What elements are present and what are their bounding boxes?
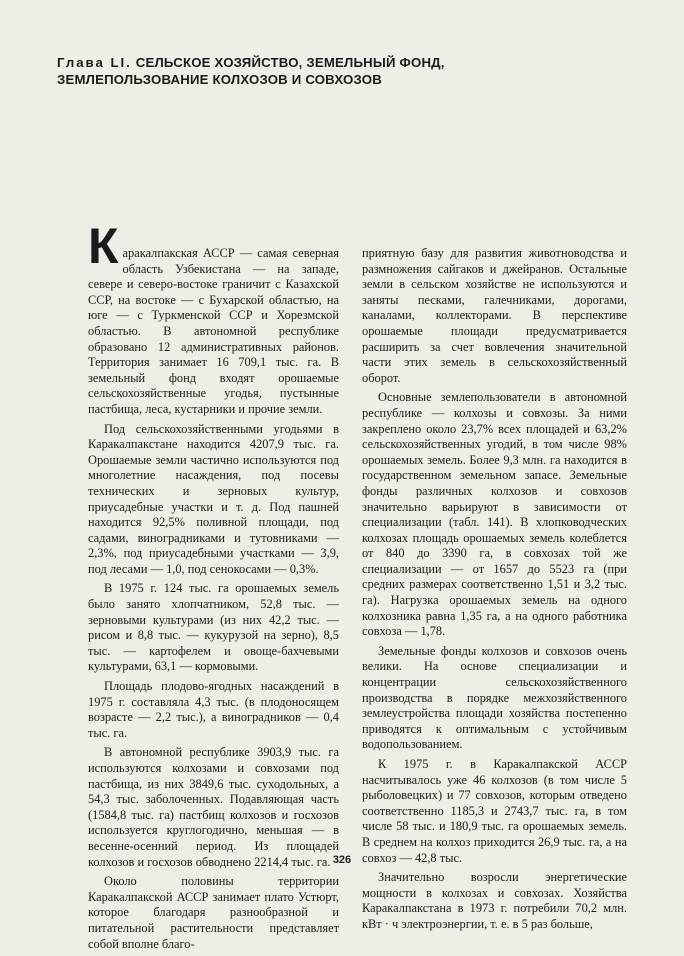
chapter-title-line1: СЕЛЬСКОЕ ХОЗЯЙСТВО, ЗЕМЕЛЬНЫЙ ФОНД, (135, 55, 445, 70)
paragraph: Площадь плодово-ягодных насаждений в 1975 г. составляла 4,3 тыс. (в плодоносящем возрасте — 2,2 тыс.), а виноградников — 0,4 тыс. га. (88, 679, 339, 740)
chapter-title-line2: ЗЕМЛЕПОЛЬЗОВАНИЕ КОЛХОЗОВ И СОВХОЗОВ (57, 72, 382, 87)
paragraph: Значительно возросли энергетические мощности в колхозах и совхозах. Хозяйства Каракалпакстана в 1973 г. потребили 70,2 млн. кВт · ч электроэнергии, т. е. в 5 раз больше, (362, 870, 627, 931)
paragraph: В 1975 г. 124 тыс. га орошаемых земель было занято хлопчатником, 52,8 тыс. — зерновыми культурами (из них 42,2 тыс. — рисом и 8,8 тыс. — кукурузой на зерно), 8,5 тыс. — картофелем и овоще-бахчевыми культурами, 63,1 — кормовыми. (88, 581, 339, 674)
paragraph: Под сельскохозяйственными угодьями в Каракалпакстане находится 4207,9 тыс. га. Орошаемые земли частично используются под многолетние насаждения, под посевы технических и зерновых культур, приусадебные участки и т. д. Под пашней находится 92,5% поливной площади, под садами, виноградниками и тутовниками — 2,3%, под приусадебными участками — 3,9, под лесами — 1,0, под сенокосами — 0,3%. (88, 421, 339, 576)
paragraph: Около половины территории Каракалпакской АССР занимает плато Устюрт, которое благодаря разнообразной и питательной растительности представляет собой вполне благо- (88, 874, 339, 951)
drop-cap: К (88, 218, 119, 274)
paragraph: Основные землепользователи в автономной республике — колхозы и совхозы. За ними закреплено около 23,7% всех площадей и 63,2% сельскохозяйственных угодий, в том числе 98% орошаемых земель. Более 9,3 млн. га находится в государственном земельном запасе. Земельные фонды различных колхозов и совхозов значительно варьируют в зависимости от специализации (табл. 141). В хлопководческих колхозах площадь орошаемых земель колеблется от 840 до 3390 га, в совхозах той же специализации — от 1657 до 5523 га (при средних размерах соответственно 1,51 и 3,2 тыс. га). Нагрузка орошаемых земель на одного колхозника равна 1,35 га, а на одного работника совхоза — 1,78. (362, 390, 627, 639)
right-text-column (362, 246, 627, 937)
left-text-column (88, 218, 339, 956)
paragraph-text: аракалпакская АССР — самая северная область Узбекистана — на западе, севере и северо-востоке граничит с Казахской ССР, на востоке — с Бухарской областью, на юге — с Туркменской ССР и Хорезмской областью. В автономной республике образовано 12 административных районов. Территория занимает 16 709,1 тыс. га. В земельный фонд входят орошаемые сельскохозяйственные угодья, пустынные пастбища, леса, кустарники и прочие земли. (88, 246, 339, 416)
paragraph: приятную базу для развития животноводства и размножения сайгаков и джейранов. Остальные земли в сельском хозяйстве не используются и заняты песками, галечниками, дорогами, каналами, коллекторами. В перспективе орошаемые площади предусматривается расширить за счет вовлечения значительной части этих земель в сельскохозяйственный оборот. (362, 246, 627, 385)
paragraph: Земельные фонды колхозов и совхозов очень велики. На основе специализации и концентрации сельскохозяйственного производства в порядке межхозяйственного землеустройства площади хозяйства постепенно приводятся к оптимальным с устойчивым водопользованием. (362, 643, 627, 752)
paragraph (88, 218, 339, 418)
paragraph: К 1975 г. в Каракалпакской АССР насчитывалось уже 46 колхозов (в том числе 5 рыболовецких) и 77 совхозов, которым отведено соответственно 1185,3 и 2743,7 тыс. га, в том числе 58 тыс. и 180,9 тыс. га орошаемых земель. В среднем на колхоз приходится 26,9 тыс. га, а на совхоз — 42,8 тыс. (362, 757, 627, 865)
paragraph: В автономной республике 3903,9 тыс. га используются колхозами и совхозами под пастбища, из них 3849,6 тыс. суходольных, а 54,3 тыс. заболоченных. Подавляющая часть (1584,8 тыс. га) пастбищ колхозов и госхозов используется круглогодично, меньшая — в весенне-осенний период. Из площадей колхозов и госхозов обводнено 2214,4 тыс. га. (88, 745, 339, 869)
chapter-title (57, 54, 647, 88)
chapter-label: Глава LI. (57, 55, 132, 70)
page-number: 326 (332, 854, 352, 866)
